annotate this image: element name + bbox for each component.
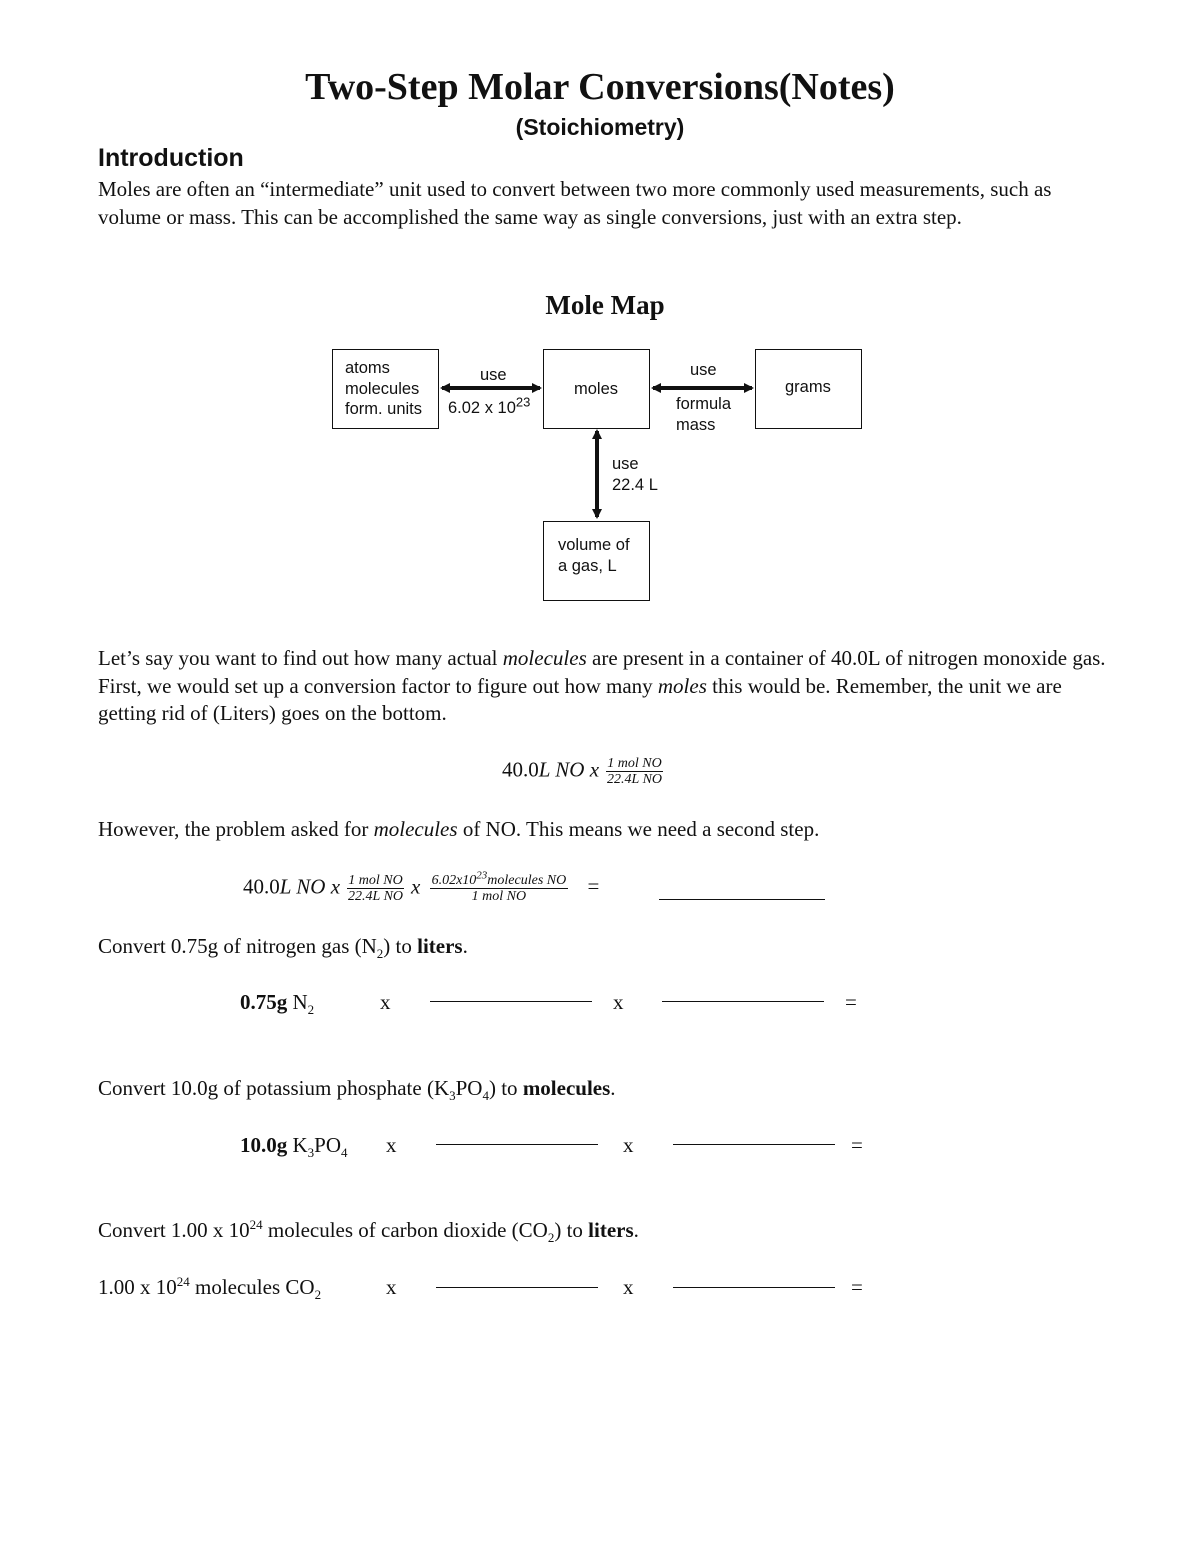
problem-2-subscript-1: 3	[449, 1088, 456, 1104]
problem-1-factor-2-blank[interactable]	[662, 1001, 824, 1002]
problem-3-given-superscript: 24	[176, 1274, 190, 1289]
example-em-molecules: molecules	[502, 646, 587, 670]
problem-1-given-amount: 0.75g	[240, 990, 288, 1014]
example-em-moles: moles	[657, 673, 707, 698]
equation-one-numerator: 1 mol NO	[607, 756, 662, 771]
problem-1-text-a: Convert 0.75g of nitrogen gas (N	[98, 934, 377, 958]
box-grams-label: grams	[785, 378, 831, 396]
mole-map-title: Mole Map	[545, 290, 665, 320]
arrow-right-use-label: use	[690, 361, 717, 379]
box-particles-line-3: form. units	[345, 400, 423, 418]
problem-3-period: .	[633, 1218, 639, 1242]
arrow-down-use-label: use	[612, 455, 639, 473]
equation-two-start: 40.0	[243, 874, 280, 899]
box-volume	[543, 521, 650, 601]
problem-2-times-2: x	[623, 1133, 634, 1157]
problem-1-text-b: ) to	[383, 934, 418, 958]
problem-2-question	[98, 1075, 616, 1104]
equation-two-fraction-1	[347, 873, 403, 904]
problem-1-subscript: 2	[376, 946, 384, 962]
problem-3-text-a: Convert 1.00 x 10	[98, 1218, 250, 1242]
problem-2-period: .	[610, 1076, 616, 1100]
equation-two-numerator-2	[430, 869, 569, 889]
problem-2-text-mid: PO	[455, 1076, 483, 1100]
equation-one-fraction	[606, 756, 662, 787]
problem-2-subscript-2: 4	[482, 1088, 489, 1104]
box-volume-line-1: volume of	[558, 536, 630, 554]
problem-1-times-1: x	[380, 990, 391, 1014]
problem-2-target-unit: molecules	[522, 1076, 611, 1100]
arrow-right-value-label	[676, 394, 731, 435]
second-step-em: molecules	[373, 817, 458, 841]
problem-3-subscript: 2	[547, 1230, 555, 1246]
box-particles	[332, 349, 439, 429]
box-moles-label: moles	[574, 380, 619, 398]
example-text-b: are present in a container of 40.0L of nitrogen monoxide gas. First, we would set up a conversion factor to figure out how many	[98, 646, 1106, 698]
equation-two-times: x	[411, 874, 421, 899]
problem-1-times-2: x	[613, 990, 624, 1014]
box-particles-line-2: molecules	[345, 379, 420, 398]
problem-2-equals: =	[851, 1133, 863, 1157]
problem-1-question	[98, 933, 468, 962]
equation-one-unit: L NO x	[538, 757, 600, 782]
problem-3-equals: =	[851, 1275, 863, 1299]
box-particles-line-1: atoms	[345, 359, 390, 377]
avogadro-base: 6.02 x 10	[448, 399, 516, 417]
equation-two	[243, 869, 600, 904]
problem-3-factor-2-blank[interactable]	[673, 1287, 835, 1288]
problem-1-given-formula: N	[287, 990, 308, 1014]
problem-2-given-subscript-1: 3	[307, 1145, 315, 1161]
problem-2-given-subscript-2: 4	[341, 1145, 348, 1161]
second-step-paragraph	[98, 816, 1108, 844]
equation-two-unit: L NO x	[279, 874, 341, 899]
avogadro-number: 6.02x10	[431, 873, 477, 888]
section-heading-introduction: Introduction	[98, 144, 244, 172]
problem-2-times-1: x	[386, 1133, 397, 1157]
example-paragraph	[98, 645, 1108, 728]
box-moles	[543, 349, 650, 429]
problem-3-given	[98, 1274, 322, 1303]
equation-two-fraction-2	[430, 869, 569, 904]
problem-3-given-subscript: 2	[314, 1287, 322, 1303]
problem-3-text-mid: molecules of carbon dioxide (CO	[262, 1218, 548, 1242]
second-step-text-b: of NO. This means we need a second step.	[457, 817, 820, 841]
arrow-right-value-line-1: formula	[676, 395, 732, 413]
equation-two-denominator-2: 1 mol NO	[471, 889, 527, 904]
example-text-c: this would be. Remember, the unit we are getting rid of (Liters) goes on the bottom.	[98, 673, 1062, 725]
problem-1-target-unit: liters	[417, 934, 463, 958]
problem-1-given	[240, 989, 315, 1018]
problem-2-factor-2-blank[interactable]	[673, 1144, 835, 1145]
problem-2-given	[240, 1132, 348, 1161]
arrow-left-value-label	[448, 394, 531, 419]
problem-2-factor-1-blank[interactable]	[436, 1144, 598, 1145]
second-step-text-a: However, the problem asked for	[98, 817, 374, 841]
example-text-a: Let’s say you want to find out how many actual	[98, 646, 503, 670]
problem-1-given-subscript: 2	[307, 1002, 315, 1018]
equation-two-equals: =	[587, 874, 600, 899]
problem-2-text-a: Convert 10.0g of potassium phosphate (K	[98, 1076, 450, 1100]
avogadro-exponent: 23	[515, 394, 531, 410]
problem-3-times-1: x	[386, 1275, 397, 1299]
avogadro-number-exponent: 23	[476, 869, 488, 882]
problem-2-given-formula-mid: PO	[314, 1133, 342, 1157]
problem-3-given-formula: molecules CO	[189, 1275, 315, 1299]
arrow-right-value-line-2: mass	[676, 415, 716, 434]
problem-2-given-amount: 10.0g	[240, 1133, 288, 1157]
problem-3-factor-1-blank[interactable]	[436, 1287, 598, 1288]
page-subtitle: (Stoichiometry)	[515, 114, 685, 140]
molecules-no-label: molecules NO	[487, 873, 567, 888]
problem-2-given-formula: K	[287, 1133, 308, 1157]
problem-2-text-b: ) to	[488, 1076, 523, 1100]
problem-3-question	[98, 1217, 639, 1246]
equation-one-denominator: 22.4L NO	[607, 772, 663, 787]
problem-3-target-unit: liters	[588, 1218, 634, 1242]
problem-3-given-amount: 1.00 x 10	[98, 1275, 177, 1299]
equation-one-start: 40.0	[502, 757, 539, 782]
problem-3-times-2: x	[623, 1275, 634, 1299]
box-volume-line-2: a gas, L	[558, 556, 617, 575]
equation-two-denominator-1: 22.4L NO	[348, 889, 404, 904]
problem-3-text-b: ) to	[554, 1218, 589, 1242]
equation-one	[502, 756, 665, 787]
box-grams	[755, 349, 862, 429]
problem-1-equals: =	[845, 990, 857, 1014]
equation-two-numerator-1: 1 mol NO	[348, 873, 403, 888]
intro-paragraph: Moles are often an “intermediate” unit used to convert between two more commonly used measurements, such as volume or mass. This can be accomplished the same way as single conversions, just with an extra step.	[98, 177, 1052, 229]
problem-3-superscript: 24	[249, 1217, 263, 1232]
problem-1-factor-1-blank[interactable]	[430, 1001, 592, 1002]
arrow-down-value-label: 22.4 L	[612, 476, 658, 494]
arrow-left-use-label: use	[480, 366, 507, 384]
page-title: Two-Step Molar Conversions(Notes)	[305, 66, 895, 108]
problem-1-period: .	[462, 934, 468, 958]
equation-two-answer-blank[interactable]	[659, 899, 825, 900]
